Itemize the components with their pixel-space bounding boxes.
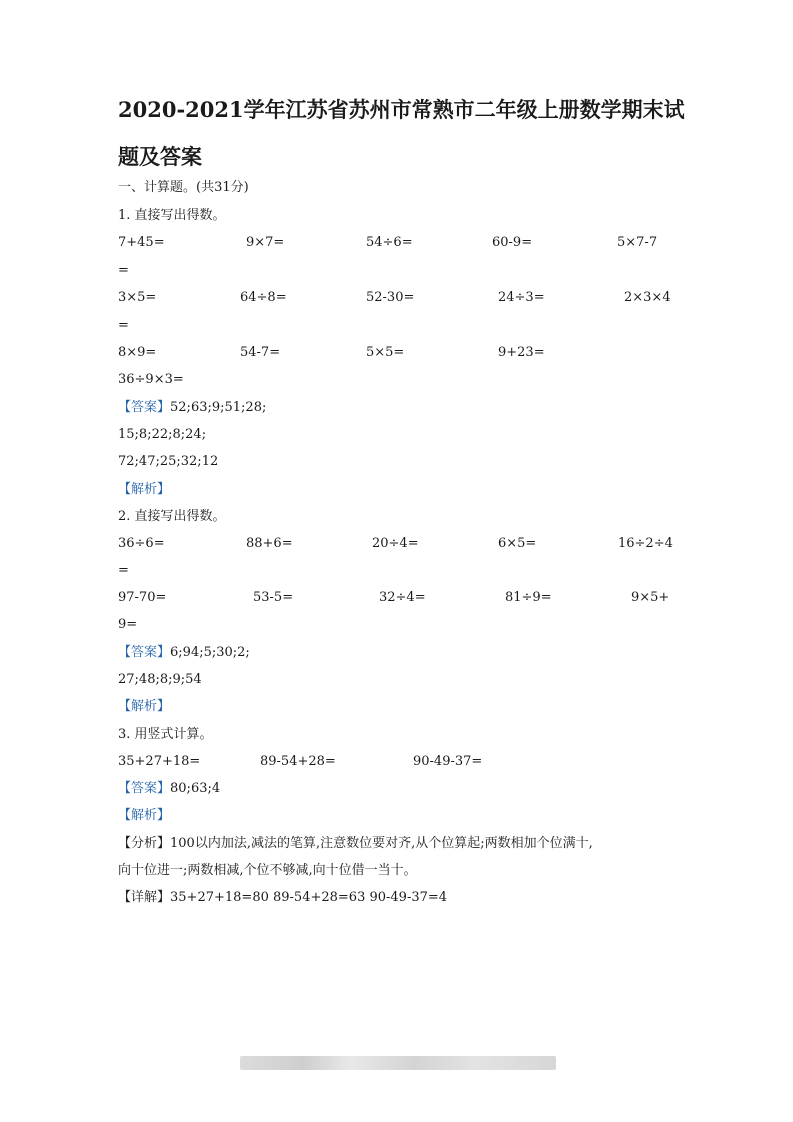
q1-item: 54-7= [240,345,281,360]
q1-item: = [118,318,129,333]
blurred-footer-watermark [240,1056,556,1070]
q2-item: 9×5+ [631,590,670,605]
q1-item: 2×3×4 [624,290,671,305]
q1-item: = [118,263,129,278]
fenxi-text: 100以内加法,减法的笔算,注意数位要对齐,从个位算起;两数相加个位满十, [170,836,593,851]
q3-fenxi [118,834,593,854]
section-heading: 一、计算题。(共31分) [118,180,249,195]
q2-analysis-tag: 【解析】 [118,699,171,714]
q1-item: 5×7-7 [617,235,658,250]
q2-answer [118,643,250,663]
detail-text: 35+27+18=80 89-54+28=63 90-49-37=4 [170,890,448,905]
q3-item: 89-54+28= [260,754,336,769]
q1-answer-line: 15;8;22;8;24; [118,427,207,442]
q1-item: 24÷3= [498,290,545,305]
q2-item: 6×5= [498,536,537,551]
q2-item: 36÷6= [118,536,165,551]
q1-answer [118,398,266,418]
answer-text: 52;63;9;51;28; [170,400,267,415]
q3-analysis-tag: 【解析】 [118,808,171,823]
q3-item: 90-49-37= [413,754,483,769]
q1-item: 3×5= [118,290,157,305]
question-1-label: 1. 直接写出得数。 [118,208,226,223]
fenxi-tag: 【分析】 [118,836,171,851]
q2-item: 97-70= [118,590,167,605]
q1-analysis-tag: 【解析】 [118,482,171,497]
question-2-label: 2. 直接写出得数。 [118,509,226,524]
q1-item: 64÷8= [240,290,287,305]
q2-answer-line: 27;48;8;9;54 [118,672,202,687]
q1-item: 54÷6= [366,235,413,250]
q2-item: 32÷4= [379,590,426,605]
q2-item: 20÷4= [372,536,419,551]
q2-item: 81÷9= [505,590,552,605]
answer-text: 6;94;5;30;2; [170,645,250,660]
q3-item: 35+27+18= [118,754,201,769]
answer-tag: 【答案】 [118,781,171,796]
q1-item: 5×5= [366,345,405,360]
answer-tag: 【答案】 [118,645,171,660]
q2-item: = [118,563,129,578]
q2-item: 16÷2÷4 [618,536,673,551]
q2-item: 9= [118,617,138,632]
q1-item: 9×7= [246,235,285,250]
q2-item: 53-5= [253,590,294,605]
q1-item: 52-30= [366,290,415,305]
question-3-label: 3. 用竖式计算。 [118,727,213,742]
q1-item: 60-9= [492,235,533,250]
q1-answer-line: 72;47;25;32;12 [118,454,219,469]
detail-tag: 【详解】 [118,890,171,905]
q3-detail [118,888,447,908]
answer-tag: 【答案】 [118,400,171,415]
q1-item: 7+45= [118,235,165,250]
q2-item: 88+6= [246,536,293,551]
q3-fenxi-line: 向十位进一;两数相减,个位不够减,向十位借一当十。 [118,863,417,878]
q3-answer [118,779,220,799]
q1-item: 8×9= [118,345,157,360]
document-title: 2020-2021学年江苏省苏州市常熟市二年级上册数学期末试题及答案 [118,97,685,169]
q1-item: 9+23= [498,345,545,360]
q1-item: 36÷9×3= [118,372,184,387]
answer-text: 80;63;4 [170,781,221,796]
